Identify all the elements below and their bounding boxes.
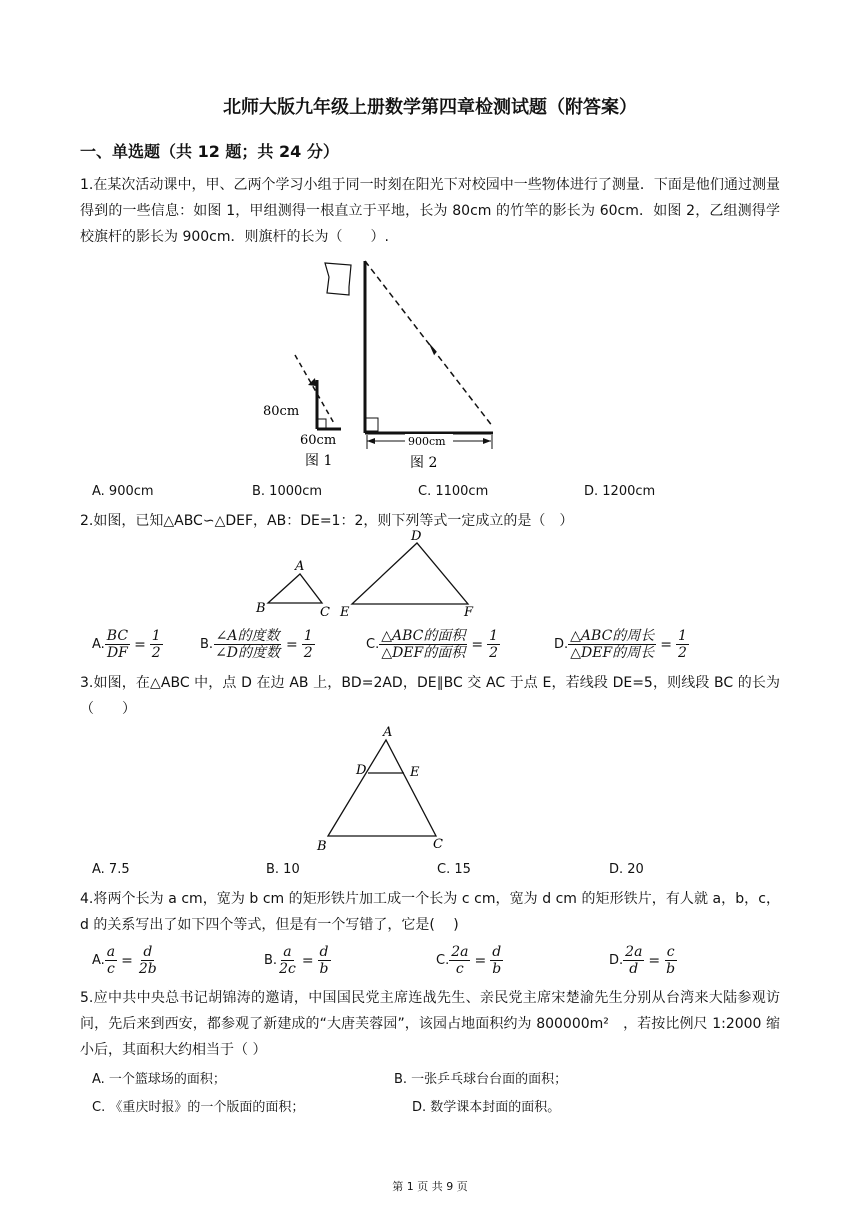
q1-option-a: A. 900cm bbox=[92, 484, 154, 499]
label-c: C bbox=[433, 837, 443, 852]
equals-sign: = bbox=[648, 952, 661, 969]
denominator: 2 bbox=[303, 645, 313, 661]
denominator: c bbox=[455, 961, 464, 977]
q2-option-b bbox=[200, 628, 315, 661]
q2-option-c bbox=[366, 628, 500, 661]
option-label: B. bbox=[200, 637, 214, 652]
dim-arrow-left bbox=[367, 438, 375, 444]
q2-option-a bbox=[92, 628, 163, 661]
label-e: E bbox=[410, 765, 420, 780]
q5-option-d: D. 数学课本封面的面积。 bbox=[412, 1100, 561, 1115]
fig1-height-label: 80cm bbox=[263, 404, 300, 419]
fig1-shadow-label: 60cm bbox=[300, 433, 337, 448]
page-title: 北师大版九年级上册数学第四章检测试题（附答案） bbox=[223, 97, 637, 118]
denominator: 2b bbox=[138, 961, 157, 977]
denominator: DF bbox=[106, 645, 128, 661]
numerator: 1 bbox=[678, 628, 687, 644]
numerator: BC bbox=[106, 628, 129, 644]
question-2-figure bbox=[250, 528, 490, 620]
dim-arrow-right bbox=[483, 438, 491, 444]
numerator: 1 bbox=[151, 628, 161, 644]
option-label: B. bbox=[264, 953, 278, 968]
numerator: △ABC的面积 bbox=[381, 628, 466, 644]
equals-sign: = bbox=[286, 636, 298, 653]
question-5-text: 5.应中共中央总书记胡锦涛的邀请，中国国民党主席连战先生、亲民党主席宋楚渝先生分别从台湾来大陆参观访问，先后来到西安，都参观了新建成的“大唐芙蓉园”，该园占地面积约为 800000m² ，若按比例尺 1:2000 缩小后，其面积大约相当于（ ） bbox=[80, 990, 780, 1058]
denominator: b bbox=[666, 961, 676, 977]
label-e: E bbox=[340, 605, 350, 620]
label-b: B bbox=[256, 601, 266, 616]
numerator: 2a bbox=[625, 944, 643, 960]
option-label: A. bbox=[92, 637, 105, 652]
fraction-left bbox=[277, 944, 298, 977]
q1-option-d: D. 1200cm bbox=[584, 484, 656, 499]
denominator: b bbox=[492, 961, 502, 977]
section-heading: 一、单选题（共 12 题；共 24 分） bbox=[80, 142, 339, 161]
q3-option-a: A. 7.5 bbox=[92, 862, 130, 877]
denominator: c bbox=[107, 961, 115, 977]
option-label: D. bbox=[554, 637, 569, 652]
fraction-right bbox=[487, 628, 500, 661]
label-b: B bbox=[317, 839, 327, 854]
denominator: ∠D的度数 bbox=[215, 645, 281, 661]
denominator: △DEF的面积 bbox=[381, 645, 466, 661]
q3-option-b: B. 10 bbox=[266, 862, 300, 877]
fraction-left bbox=[568, 628, 656, 661]
flag bbox=[325, 263, 351, 295]
numerator: a bbox=[106, 944, 116, 960]
fraction-right bbox=[137, 944, 159, 977]
right-angle-mark-2 bbox=[365, 418, 378, 431]
fraction-left bbox=[379, 628, 467, 661]
denominator: 2 bbox=[151, 645, 161, 661]
fraction-right bbox=[302, 628, 315, 661]
numerator: 1 bbox=[489, 628, 499, 644]
fraction-left bbox=[213, 628, 282, 661]
q4-option-c bbox=[436, 944, 503, 977]
equals-sign: = bbox=[474, 952, 487, 969]
question-2-text: 2.如图，已知△ABC∽△DEF，AB：DE=1：2，则下列等式一定成立的是（ ） bbox=[80, 513, 574, 529]
numerator: a bbox=[283, 944, 292, 960]
numerator: 2a bbox=[451, 944, 469, 960]
question-1-figure bbox=[255, 255, 505, 475]
numerator: d bbox=[143, 944, 153, 960]
equals-sign: = bbox=[134, 636, 146, 653]
label-a: A bbox=[295, 559, 305, 574]
numerator: 1 bbox=[303, 628, 313, 644]
fraction-right bbox=[318, 944, 331, 977]
fraction-left bbox=[105, 628, 130, 661]
fig2-shadow-label: 900cm bbox=[408, 435, 446, 448]
denominator: 2c bbox=[279, 961, 296, 977]
equals-sign: = bbox=[121, 952, 133, 969]
denominator: d bbox=[629, 961, 639, 977]
fraction-left bbox=[449, 944, 470, 977]
fraction-right bbox=[490, 944, 503, 977]
numerator: d bbox=[492, 944, 502, 960]
q5-option-a: A. 一个篮球场的面积； bbox=[92, 1072, 226, 1087]
fraction-left bbox=[623, 944, 644, 977]
q2-option-d bbox=[554, 628, 689, 661]
fig1-caption: 图 1 bbox=[305, 453, 333, 469]
label-d: D bbox=[411, 529, 422, 544]
question-1-text: 1.在某次活动课中，甲、乙两个学习小组于同一时刻在阳光下对校园中一些物体进行了测量．下面是他们通过测量得到的一些信息：如图 1，甲组测得一根直立于平地，长为 80cm 的竹竿的影长为 60cm．如图 2，乙组测得学校旗杆的影长为 900cm．则旗杆的长为（ ）. bbox=[80, 177, 780, 245]
equals-sign: = bbox=[660, 636, 673, 653]
denominator: △DEF的周长 bbox=[570, 645, 655, 661]
triangle-abc bbox=[328, 740, 436, 836]
triangle-def bbox=[352, 543, 468, 604]
fraction-right bbox=[150, 628, 163, 661]
fraction-left bbox=[105, 944, 117, 977]
numerator: c bbox=[666, 944, 675, 960]
numerator: ∠A的度数 bbox=[215, 628, 280, 644]
equals-sign: = bbox=[471, 636, 484, 653]
ray-arrow-2 bbox=[426, 342, 438, 356]
sun-ray-2 bbox=[365, 261, 493, 427]
q1-option-c: C. 1100cm bbox=[418, 484, 489, 499]
question-4-text: 4.将两个长为 a cm，宽为 b cm 的矩形铁片加工成一个长为 c cm，宽为 d cm 的矩形铁片，有人就 a，b，c，d 的关系写出了如下四个等式，但是有一个写错了，它是( ) bbox=[80, 891, 780, 933]
page-footer: 第 1 页 共 9 页 bbox=[392, 1180, 468, 1193]
triangle-abc bbox=[268, 574, 322, 603]
q5-option-c: C. 《重庆时报》的一个版面的面积； bbox=[92, 1100, 305, 1115]
label-c: C bbox=[320, 605, 330, 620]
label-d: D bbox=[356, 763, 367, 778]
q5-option-b: B. 一张乒乓球台台面的面积； bbox=[394, 1072, 568, 1087]
numerator: d bbox=[319, 944, 329, 960]
option-label: D. bbox=[609, 953, 624, 968]
label-a: A bbox=[383, 725, 393, 740]
label-f: F bbox=[464, 605, 474, 620]
sun-ray-1 bbox=[295, 355, 335, 425]
question-3-text: 3.如图，在△ABC 中，点 D 在边 AB 上，BD=2AD，DE∥BC 交 AC 于点 E，若线段 DE=5，则线段 BC 的长为（ ） bbox=[80, 675, 780, 717]
option-label: A. bbox=[92, 953, 105, 968]
numerator: △ABC的周长 bbox=[570, 628, 655, 644]
question-3-figure bbox=[310, 722, 460, 854]
fraction-right bbox=[676, 628, 689, 661]
q1-option-b: B. 1000cm bbox=[252, 484, 323, 499]
q3-option-c: C. 15 bbox=[437, 862, 471, 877]
option-label: C. bbox=[436, 953, 450, 968]
denominator: 2 bbox=[678, 645, 687, 661]
equals-sign: = bbox=[301, 952, 314, 969]
denominator: 2 bbox=[489, 645, 499, 661]
q4-option-d bbox=[609, 944, 677, 977]
denominator: b bbox=[319, 961, 329, 977]
q4-option-a bbox=[92, 944, 159, 977]
fraction-right bbox=[664, 944, 677, 977]
fig2-caption: 图 2 bbox=[410, 455, 438, 471]
q3-option-d: D. 20 bbox=[609, 862, 644, 877]
option-label: C. bbox=[366, 637, 380, 652]
q4-option-b bbox=[264, 944, 331, 977]
